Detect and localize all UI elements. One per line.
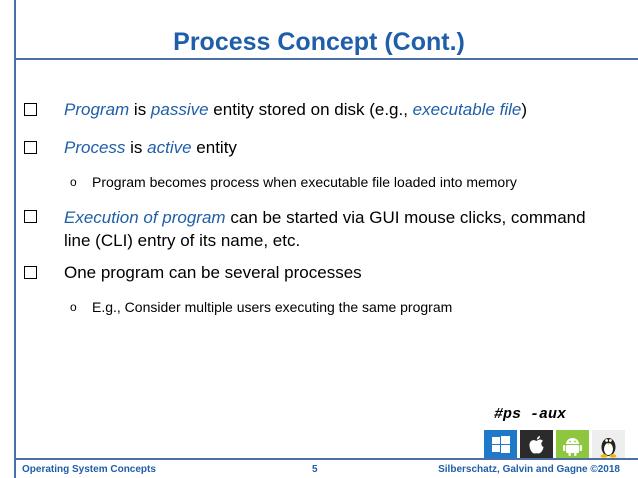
apple-logo-icon (520, 430, 553, 460)
checkbox-bullet-icon (24, 103, 37, 116)
term-process: Process (64, 138, 126, 157)
ps-command: #ps -aux (494, 406, 567, 423)
linux-tux-logo-icon (592, 430, 625, 460)
checkbox-bullet-icon (24, 210, 37, 223)
term-program: Program (64, 100, 130, 119)
footer-authors: Silberschatz, Galvin and Gagne ©2018 (438, 464, 620, 475)
windows-logo-icon (484, 430, 517, 460)
term-executable-file: executable file (412, 100, 522, 119)
title-divider (14, 58, 638, 60)
term-passive: passive (150, 100, 209, 119)
footer-divider (14, 458, 638, 460)
circle-bullet-icon: o (70, 175, 77, 189)
checkbox-bullet-icon (24, 266, 37, 279)
android-logo-icon (556, 430, 589, 460)
term-execution-of-program: Execution of program (64, 208, 226, 227)
os-logos (484, 430, 625, 460)
slide-title: Process Concept (Cont.) (173, 28, 465, 56)
term-active: active (147, 138, 192, 157)
circle-bullet-icon: o (70, 300, 77, 314)
left-border-line (14, 0, 16, 478)
footer-page-number: 5 (312, 464, 318, 475)
footer-course: Operating System Concepts (22, 464, 156, 475)
checkbox-bullet-icon (24, 141, 37, 154)
